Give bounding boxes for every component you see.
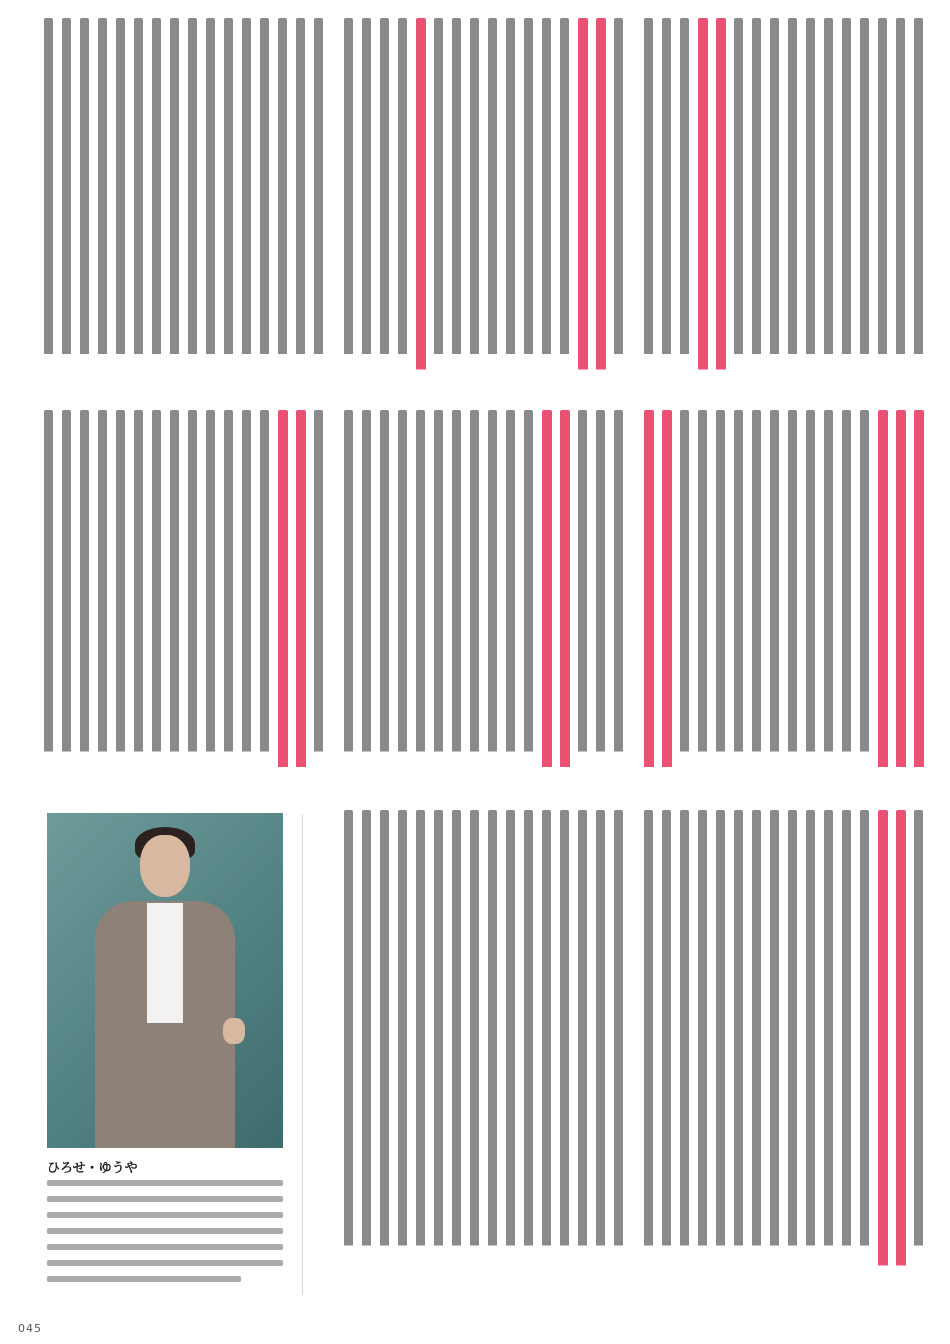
text-column-top-right (640, 18, 930, 400)
text-lines (640, 18, 930, 400)
text-column-middle-right (640, 410, 930, 798)
text-column-top-left (40, 18, 330, 400)
text-column-top-mid (340, 18, 630, 400)
photo-head (140, 835, 190, 897)
photo-shirt (147, 903, 183, 1023)
text-lines (340, 810, 630, 1305)
text-column-middle-mid (340, 410, 630, 798)
text-lines (40, 18, 330, 400)
text-lines (40, 410, 330, 798)
text-column-bottom-right (640, 810, 930, 1305)
column-divider (302, 815, 303, 1295)
photo-hand (223, 1018, 245, 1044)
text-lines (640, 410, 930, 798)
profile-name: ひろせ・ゆうや (47, 1161, 138, 1176)
text-lines (640, 810, 930, 1305)
portrait-photo (47, 813, 283, 1148)
text-lines (340, 18, 630, 400)
page-number: 045 (18, 1322, 42, 1335)
text-lines (340, 410, 630, 798)
text-column-middle-left (40, 410, 330, 798)
profile-bio (47, 1180, 283, 1300)
text-column-bottom-mid (340, 810, 630, 1305)
